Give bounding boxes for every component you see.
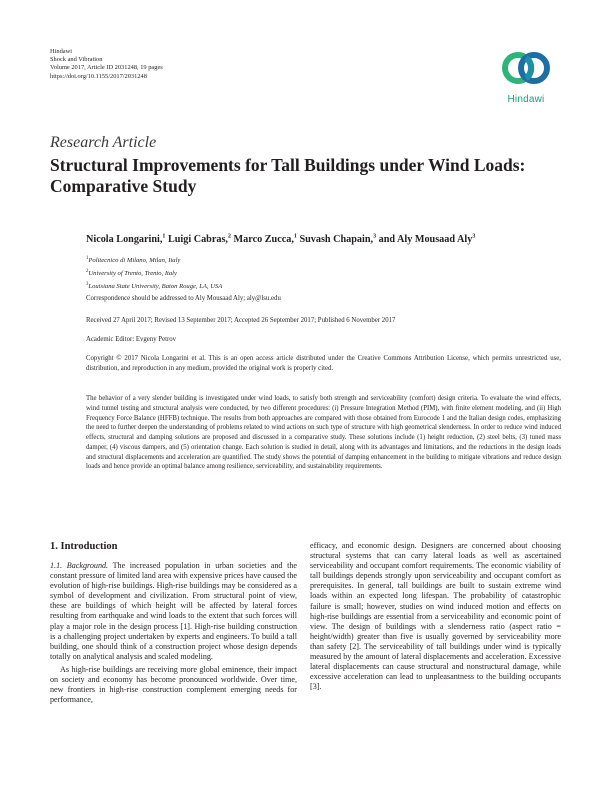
article-type: Research Article — [50, 134, 157, 151]
body-column-right — [310, 541, 561, 692]
copyright-notice: Copyright © 2017 Nicola Longarini et al. This is an open access article distributed under the Creative Commons Attribution License, which permits unrestricted use, distribution, and reproduction in any medium, provided the original work is properly cited. — [86, 355, 561, 372]
author: and Aly Mousaad Aly$^3$ — [378, 234, 476, 246]
affiliation: $^1$Politecnico di Milano, Milan, Italy — [86, 256, 181, 265]
paper-title: Structural Improvements for Tall Buildings under Wind Loads: Comparative Study — [50, 155, 526, 196]
author-list — [86, 234, 475, 245]
paragraph: efficacy, and economic design. Designers are concerned about choosing structural systems that can carry lateral loads as well as ascertained serviceability and occupant comfort requirements. The economic viability of tall buildings depends strongly upon serviceability and occupant comfort as prerequisites. In general, tall buildings are built to sustain extreme wind loads within an expected long lifespan. The probability of catastrophic failure is small; however, studies on wind induced motion and effects on high-rise buildings are essential from a serviceability and economic point of view. The design of buildings with a slenderness ratio (aspect ratio = height/width) greater than five is usually governed by serviceability more than safety [2]. The serviceability of tall buildings under wind is typically measured by the amount of lateral displacements and acceleration. Excessive lateral displacements can cause structural and nonstructural damage, while excessive acceleration can lead to unpleasantness to the building occupants [3]. — [310, 541, 561, 692]
author: Luigi Cabras,$^2$ — [167, 234, 231, 246]
body-column-left — [50, 561, 297, 705]
academic-editor: Academic Editor: Evgeny Petrov — [86, 336, 177, 343]
publisher-name: Hindawi — [50, 48, 73, 55]
affiliation-list — [86, 253, 222, 293]
volume-info: Volume 2017, Article ID 2031248, 19 pages — [50, 64, 163, 72]
section-heading: 1. Introduction — [50, 541, 118, 552]
hindawi-logo-text: Hindawi — [507, 94, 545, 105]
publication-dates: Received 27 April 2017; Revised 13 September 2017; Accepted 26 September 2017; Published 6 November 2017 — [86, 317, 396, 324]
journal-name: Shock and Vibration — [50, 56, 103, 64]
logo-ring-overlap — [526, 58, 531, 79]
correspondence: Correspondence should be addressed to Aly Mousaad Aly; aly@lsu.edu — [86, 295, 281, 302]
paragraph: 1.1. Background. The increased population in urban societies and the constant pressure of limited land area with expensive prices have caused the evolution of high-rise buildings. High-rise buildings may be considered as a symbol of development and civilization. From structural point of view, these are buildings of which height will be affected by lateral forces resulting from earthquake and wind loads to the extent that such forces will play a major role in the design process [1]. High-rise building construction is a challenging project undertaken by experts and engineers. To build a tall building, one should think of a construction project whose design depends totally on analytical analysis and scaled modeling. — [50, 561, 297, 661]
abstract: The behavior of a very slender building is investigated under wind loads, to satisfy both strength and serviceability (comfort) design criteria. To evaluate the wind effects, wind tunnel testing and structural analysis were conducted, by two different procedures: (i) Pressure Integration Method (PIM), with finite element modeling, and (ii) High Frequency Force Balance (HFFB) technique. The results from both approaches are compared with those obtained from Eurocode 1 and the Italian design codes, emphasizing the need to further deepen the understanding of problems related to wind actions on such type of structure with high geometrical slenderness. In order to reduce wind induced effects, structural and damping solutions are proposed and discussed in a comparative study. These solutions include (1) height reduction, (2) steel belts, (3) tuned mass damper, (4) viscous dampers, and (5) orientation change. Each solution is studied in detail, along with its advantages and limitations, and the reductions in the design loads and structural displacements and acceleration are quantified. The study shows the potential of damping enhancement in the building to mitigate vibrations and reduce design loads and hence provide an optimal balance among resilience, serviceability, and sustainability requirements. — [86, 395, 561, 471]
author: Marco Zucca,$^1$ — [233, 234, 297, 246]
doi-link[interactable]: https://doi.org/10.1155/2017/2031248 — [50, 72, 147, 80]
journal-info — [50, 48, 163, 81]
author: Nicola Longarini,$^1$ — [86, 234, 166, 246]
subsection-heading: 1.1. Background. — [50, 561, 109, 570]
affiliation: $^3$Louisiana State University, Baton Rouge, LA, USA — [86, 282, 223, 291]
author: Suvash Chapain,$^3$ — [299, 234, 377, 246]
affiliation: $^2$University of Trento, Trento, Italy — [86, 269, 177, 278]
paragraph: As high-rise buildings are receiving more global eminence, their impact on society and economy has become pronounced worldwide. Over time, new frontiers in high-rise construction complement emerging needs for performance, — [50, 664, 297, 705]
